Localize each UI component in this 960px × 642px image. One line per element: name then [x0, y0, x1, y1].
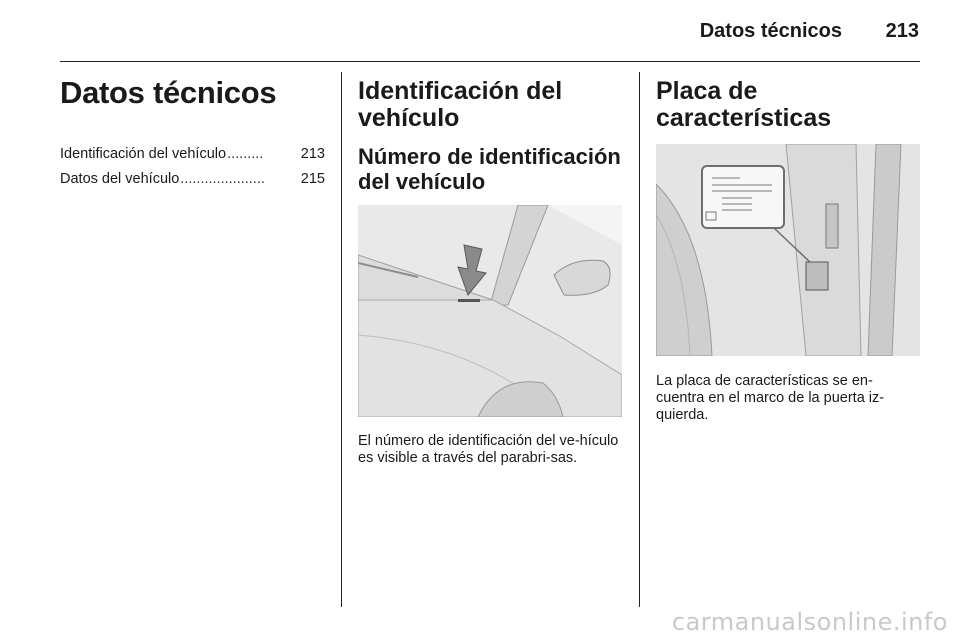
- toc-leader-dots: .....................: [180, 171, 265, 187]
- column-divider: [639, 72, 640, 607]
- page-number: 213: [885, 20, 919, 42]
- toc-label: Datos del vehículo: [60, 171, 180, 187]
- table-of-contents: [60, 146, 325, 196]
- caption: La placa de características se en-cuentra en el marco de la puerta iz-quierda.: [656, 373, 885, 423]
- toc-leader-dots: .........: [227, 146, 264, 162]
- section-heading: Placa de características: [656, 77, 832, 132]
- toc-entry[interactable]: [60, 146, 325, 171]
- column-plate: [656, 72, 921, 424]
- column-toc: [60, 72, 325, 196]
- toc-label: Identificación del vehículo: [60, 146, 227, 162]
- watermark: carmanualsonline.info: [671, 608, 948, 636]
- section-title: Datos técnicos: [60, 75, 277, 110]
- page-header: [0, 0, 960, 62]
- column-vehicle-id: [358, 72, 623, 467]
- subsection-heading: Número de identificación del vehículo: [358, 144, 621, 194]
- windshield-vin-illustration: [358, 205, 622, 417]
- toc-page: 213: [300, 146, 325, 162]
- header-title: Datos técnicos: [699, 20, 842, 42]
- toc-page: 215: [300, 171, 325, 187]
- door-frame-plate-illustration: [656, 144, 920, 356]
- section-heading: Identificación del vehículo: [358, 77, 563, 132]
- column-divider: [341, 72, 342, 607]
- caption: El número de identificación del ve-hículo es visible a través del parabri-sas.: [358, 433, 619, 466]
- header-rule: [60, 61, 920, 62]
- toc-entry[interactable]: [60, 171, 325, 196]
